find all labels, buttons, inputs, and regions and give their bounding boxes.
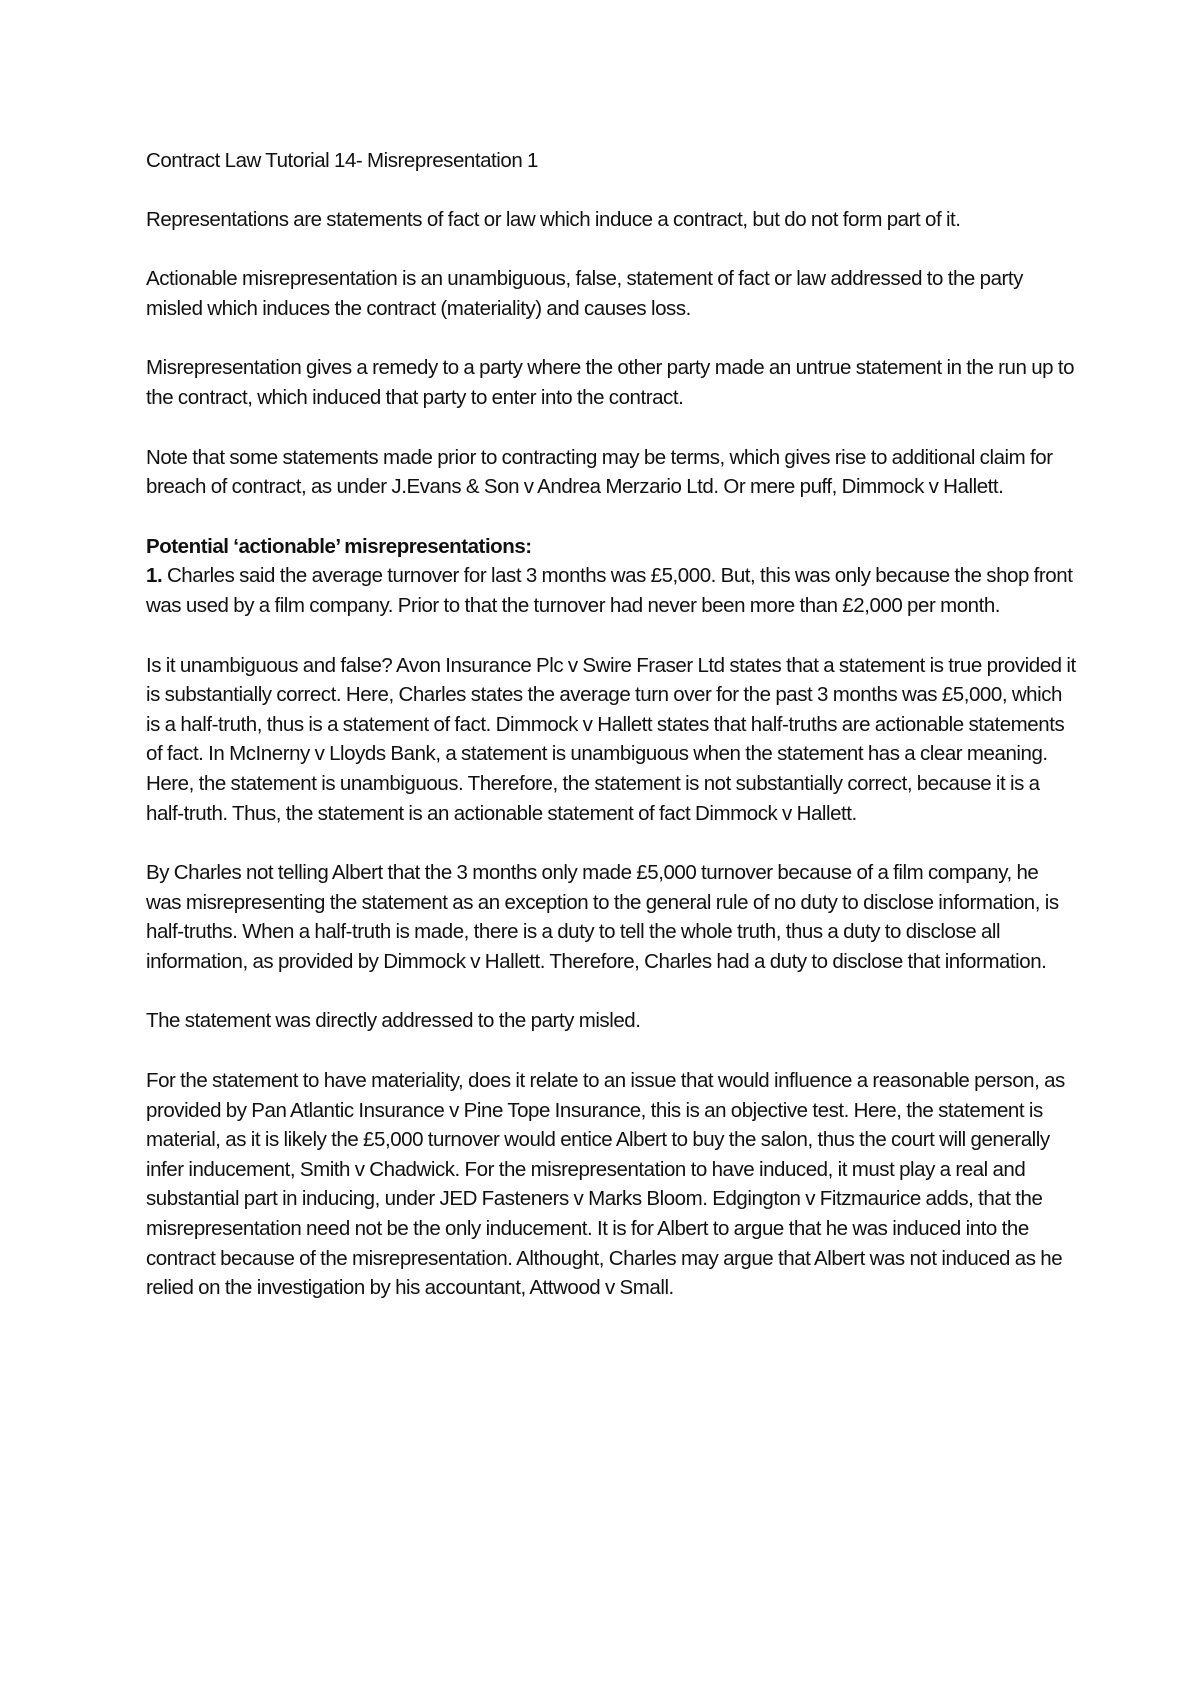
point-1 bbox=[146, 561, 1076, 620]
document-body bbox=[146, 146, 1076, 1333]
paragraph-note-terms: Note that some statements made prior to contracting may be terms, which gives rise to additional claim for breach of contract, as under J.Evans & Son v Andrea Merzario Ltd. Or mere puff, Dimmock v Hallett. bbox=[146, 445, 1053, 499]
paragraph-actionable-misrepresentation: Actionable misrepresentation is an unambiguous, false, statement of fact or law addressed to the party misled which induces the contract (materiality) and causes loss. bbox=[146, 267, 1023, 320]
paragraph-materiality: For the statement to have materiality, does it relate to an issue that would influence a reasonable person, as provided by Pan Atlantic Insurance v Pine Tope Insurance, this is an objective test. Here, the statement is material, as it is likely the £5,000 turnover would entice Albert to buy the salon, thus the court will generally infer inducement, Smith v Chadwick. For the misrepresentation to have induced, it must play a real and substantial part in inducing, under JED Fasteners v Marks Bloom. Edgington v Fitzmaurice adds, that the misrepresentation need not be the only inducement. It is for Albert to argue that he was induced into the contract because of the misrepresentation. Althought, Charles may argue that Albert was not induced as he relied on the investigation by his accountant, Attwood v Small. bbox=[146, 1069, 1065, 1300]
paragraph-duty-to-disclose: By Charles not telling Albert that the 3 months only made £5,000 turnover because of a film company, he was misrepresenting the statement as an exception to the general rule of no duty to disclose information, is half-truths. When a half-truth is made, there is a duty to tell the whole truth, thus a duty to disclose all information, as provided by Dimmock v Hallett. Therefore, Charles had a duty to disclose that information. bbox=[146, 861, 1059, 973]
paragraph-remedy: Misrepresentation gives a remedy to a party where the other party made an untrue statement in the run up to the contract, which induced that party to enter into the contract. bbox=[146, 356, 1075, 409]
point-1-text: Charles said the average turnover for last 3 months was £5,000. But, this was only because the shop front was used by a film company. Prior to that the turnover had never been more than £2,000 per month. bbox=[146, 564, 1073, 617]
paragraph-addressed: The statement was directly addressed to the party misled. bbox=[146, 1009, 641, 1033]
point-1-number: 1. bbox=[146, 564, 163, 588]
paragraph-representations: Representations are statements of fact or law which induce a contract, but do not form part of it. bbox=[146, 207, 961, 231]
document-title: Contract Law Tutorial 14- Misrepresentation 1 bbox=[146, 149, 539, 172]
paragraph-unambiguous-false: Is it unambiguous and false? Avon Insurance Plc v Swire Fraser Ltd states that a statement is true provided it is substantially correct. Here, Charles states the average turn over for the past 3 months was £5,000, which is a half-truth, thus is a statement of fact. Dimmock v Hallett states that half-truths are actionable statements of fact. In McInerny v Lloyds Bank, a statement is unambiguous when the statement has a clear meaning. Here, the statement is unambiguous. Therefore, the statement is not substantially correct, because it is a half-truth. Thus, the statement is an actionable statement of fact Dimmock v Hallett. bbox=[146, 653, 1076, 825]
section-heading: Potential ‘actionable’ misrepresentations: bbox=[146, 534, 532, 558]
